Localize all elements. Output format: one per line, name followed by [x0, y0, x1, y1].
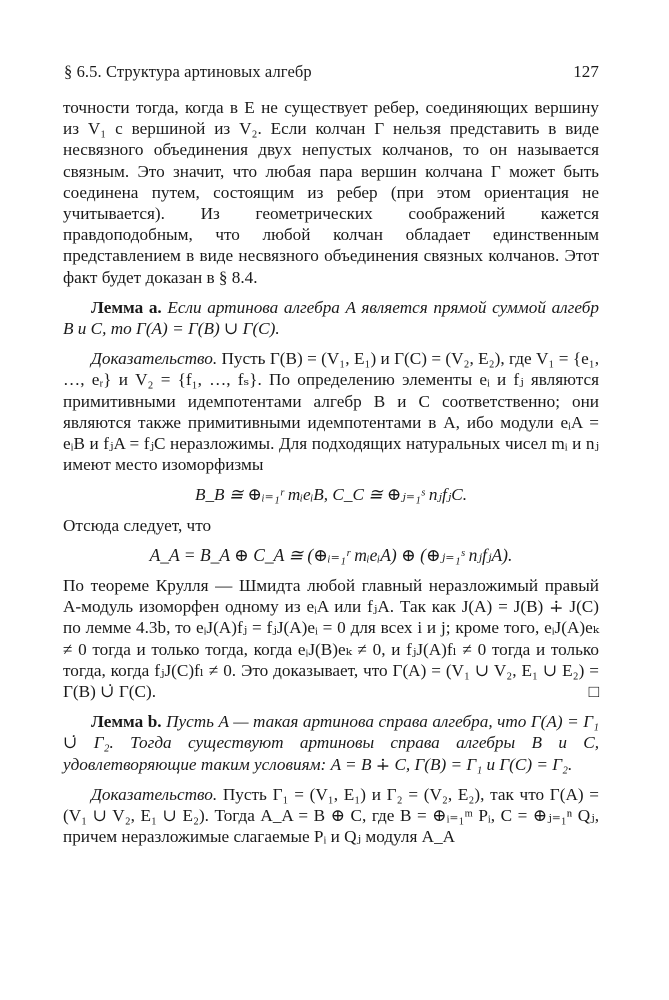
lemma-b-statement: Пусть A — такая артинова справа алгебра, что Γ(A) = Γ₁ ∪̇ Γ₂. Тогда существуют артиновы справа алгебры B и C, удовлетворяющие таким условиям: A = B ∔ C, Γ(B) = Γ₁ и Γ(C) = Γ₂.	[63, 712, 599, 774]
paragraph-krull-schmidt	[63, 575, 599, 702]
proof-a-text: Пусть Γ(B) = (V₁, E₁) и Γ(C) = (V₂, E₂), где V₁ = {e₁, …, eᵣ} и V₂ = {f₁, …, fₛ}. По определению элементы eᵢ и fⱼ являются примитивными идемпотентами алгебр B и C соответственно; они являются также примитивными идемпотентами в A, ибо модули eᵢA = eᵢB и fⱼA = fⱼC неразложимы. Для подходящих натуральных чисел mᵢ и nⱼ имеют место изоморфизмы	[63, 349, 600, 475]
qed-symbol: □	[588, 682, 599, 702]
formula-decomposition: A_A = B_A ⊕ C_A ≅ (⊕ᵢ₌₁ʳ mᵢeᵢA) ⊕ (⊕ⱼ₌₁ˢ nⱼfⱼA).	[149, 544, 513, 565]
page-number: 127	[573, 62, 599, 81]
lemma-a-title: Лемма a.	[91, 297, 162, 317]
proof-b	[63, 784, 599, 848]
lemma-a	[63, 297, 599, 339]
proof-b-text: Пусть Γ₁ = (V₁, E₁) и Γ₂ = (V₂, E₂), так что Γ(A) = (V₁ ∪ V₂, E₁ ∪ E₂). Тогда A_A = B ⊕ C, где B = ⊕ᵢ₌₁ᵐ Pᵢ, C = ⊕ⱼ₌₁ⁿ Qⱼ, причем неразложимые слагаемые Pᵢ и Qⱼ модуля A_A	[63, 784, 600, 847]
formula-isomorphisms: B_B ≅ ⊕ᵢ₌₁ʳ mᵢeᵢB, C_C ≅ ⊕ⱼ₌₁ˢ nⱼfⱼC.	[194, 485, 468, 505]
lemma-a-statement: Если артинова алгебра A является прямой суммой алгебр B и C, то Γ(A) = Γ(B) ∪ Γ(C).	[63, 297, 599, 339]
paragraph-quiver-connectedness: точности тогда, когда в E не существует ребер, соединяющих вершину из V₁ с вершиной из V₂. Если колчан Γ нельзя представить в виде несвязного объединения двух непустых колчанов, то он называется связным. Это значит, что любая пара вершин колчана Γ может быть соединена путем, состоящим из ребер (при этом ориентация не учитывается). Из геометрических соображений кажется правдоподобным, что любой колчан обладает единственным представлением в виде несвязного объединения связных колчанов. Этот факт будет доказан в § 8.4.	[63, 98, 599, 287]
page-body	[63, 97, 599, 848]
therefore-line: Отсюда следует, что	[63, 515, 212, 535]
krull-schmidt-text: По теореме Крулля — Шмидта любой главный неразложимый правый A-модуль изоморфен одному из eᵢA или fⱼA. Так как J(A) = J(B) ∔ J(C) по лемме 4.3b, то eᵢJ(A)fⱼ = fⱼJ(A)eᵢ = 0 для всех i и j; кроме того, eᵢJ(A)eₖ ≠ 0 тогда и только тогда, когда eᵢJ(B)eₖ ≠ 0, и fⱼJ(A)fₗ ≠ 0 тогда и только тогда, когда fⱼJ(C)fₗ ≠ 0. Это доказывает, что Γ(A) = (V₁ ∪ V₂, E₁ ∪ E₂) = Γ(B) ∪̇ Γ(C).	[63, 576, 599, 702]
lemma-b-title: Лемма b.	[91, 712, 162, 732]
lemma-b	[63, 711, 599, 775]
running-header	[64, 62, 599, 82]
section-title: § 6.5. Структура артиновых алгебр	[64, 62, 312, 81]
proof-b-label: Доказательство.	[91, 784, 218, 804]
proof-a-label: Доказательство.	[91, 349, 218, 369]
proof-a	[63, 348, 599, 475]
